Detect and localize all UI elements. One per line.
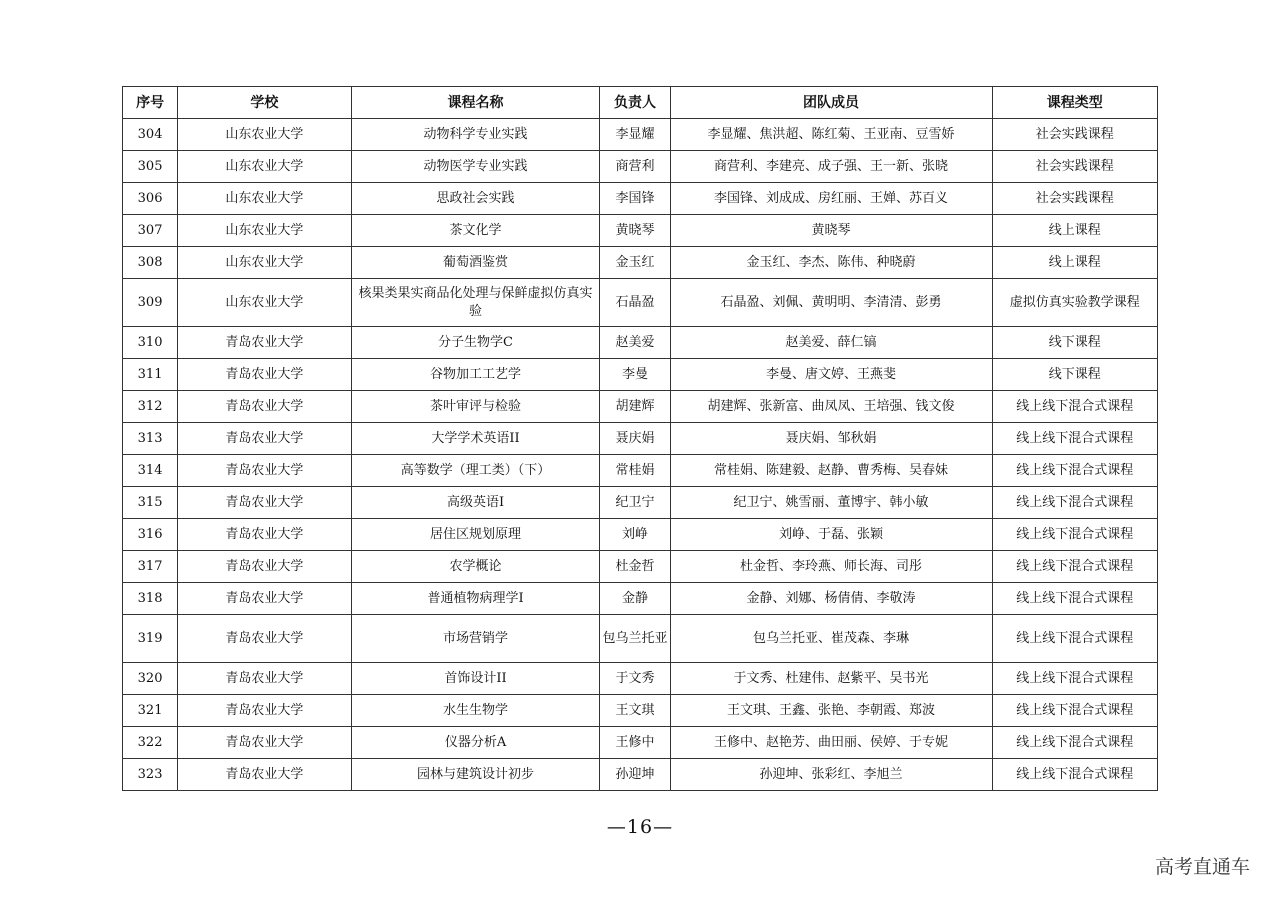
cell-school: 青岛农业大学	[178, 663, 352, 695]
cell-number: 322	[123, 727, 178, 759]
cell-number: 309	[123, 279, 178, 327]
cell-number: 323	[123, 759, 178, 791]
table-row	[123, 663, 1158, 695]
header-course-name: 课程名称	[351, 87, 600, 119]
cell-team-members: 王修中、赵艳芳、曲田丽、侯婷、于专妮	[670, 727, 992, 759]
cell-number: 315	[123, 487, 178, 519]
cell-school: 青岛农业大学	[178, 583, 352, 615]
cell-leader: 孙迎坤	[600, 759, 670, 791]
cell-leader: 包乌兰托亚	[600, 615, 670, 663]
cell-course-name: 核果类果实商品化处理与保鲜虚拟仿真实验	[351, 279, 600, 327]
cell-course-type: 线上线下混合式课程	[992, 695, 1158, 727]
cell-number: 320	[123, 663, 178, 695]
cell-team-members: 石晶盈、刘佩、黄明明、李清清、彭勇	[670, 279, 992, 327]
cell-course-type: 线上线下混合式课程	[992, 759, 1158, 791]
table-header-row	[123, 87, 1158, 119]
cell-course-name: 高等数学（理工类）（下）	[351, 455, 600, 487]
cell-leader: 杜金哲	[600, 551, 670, 583]
cell-course-type: 线上线下混合式课程	[992, 551, 1158, 583]
cell-school: 山东农业大学	[178, 183, 352, 215]
cell-course-name: 居住区规划原理	[351, 519, 600, 551]
table-row	[123, 423, 1158, 455]
cell-leader: 赵美爱	[600, 327, 670, 359]
cell-number: 307	[123, 215, 178, 247]
cell-school: 青岛农业大学	[178, 695, 352, 727]
cell-number: 312	[123, 391, 178, 423]
cell-course-type: 线上线下混合式课程	[992, 583, 1158, 615]
cell-team-members: 聂庆娟、邹秋娟	[670, 423, 992, 455]
cell-team-members: 李显耀、焦洪超、陈红菊、王亚南、豆雪娇	[670, 119, 992, 151]
table-row	[123, 551, 1158, 583]
cell-team-members: 李国锋、刘成成、房红丽、王婵、苏百义	[670, 183, 992, 215]
cell-course-name: 市场营销学	[351, 615, 600, 663]
cell-course-type: 线上线下混合式课程	[992, 423, 1158, 455]
cell-course-type: 社会实践课程	[992, 151, 1158, 183]
table-row	[123, 119, 1158, 151]
cell-course-name: 水生生物学	[351, 695, 600, 727]
cell-leader: 黄晓琴	[600, 215, 670, 247]
cell-school: 青岛农业大学	[178, 359, 352, 391]
table-row	[123, 583, 1158, 615]
table-row	[123, 615, 1158, 663]
cell-school: 青岛农业大学	[178, 327, 352, 359]
cell-number: 311	[123, 359, 178, 391]
header-course-type: 课程类型	[992, 87, 1158, 119]
cell-school: 山东农业大学	[178, 247, 352, 279]
cell-leader: 胡建辉	[600, 391, 670, 423]
table-row	[123, 487, 1158, 519]
cell-team-members: 金静、刘娜、杨倩倩、李敬涛	[670, 583, 992, 615]
cell-leader: 聂庆娟	[600, 423, 670, 455]
cell-number: 304	[123, 119, 178, 151]
cell-course-type: 社会实践课程	[992, 119, 1158, 151]
table-row	[123, 327, 1158, 359]
header-school: 学校	[178, 87, 352, 119]
table-row	[123, 151, 1158, 183]
cell-number: 314	[123, 455, 178, 487]
cell-team-members: 商营利、李建亮、成子强、王一新、张晓	[670, 151, 992, 183]
cell-team-members: 孙迎坤、张彩红、李旭兰	[670, 759, 992, 791]
cell-school: 青岛农业大学	[178, 455, 352, 487]
cell-number: 319	[123, 615, 178, 663]
cell-team-members: 刘峥、于磊、张颖	[670, 519, 992, 551]
cell-course-type: 线上课程	[992, 215, 1158, 247]
header-team-members: 团队成员	[670, 87, 992, 119]
table-row	[123, 727, 1158, 759]
cell-leader: 王修中	[600, 727, 670, 759]
cell-leader: 李显耀	[600, 119, 670, 151]
cell-number: 316	[123, 519, 178, 551]
cell-course-name: 首饰设计II	[351, 663, 600, 695]
cell-course-name: 普通植物病理学I	[351, 583, 600, 615]
cell-course-name: 高级英语I	[351, 487, 600, 519]
cell-number: 321	[123, 695, 178, 727]
cell-team-members: 赵美爱、薛仁镐	[670, 327, 992, 359]
cell-course-name: 谷物加工工艺学	[351, 359, 600, 391]
cell-number: 313	[123, 423, 178, 455]
cell-leader: 金玉红	[600, 247, 670, 279]
cell-leader: 李国锋	[600, 183, 670, 215]
table-row	[123, 183, 1158, 215]
header-number: 序号	[123, 87, 178, 119]
cell-school: 山东农业大学	[178, 119, 352, 151]
cell-course-name: 动物科学专业实践	[351, 119, 600, 151]
cell-team-members: 纪卫宁、姚雪丽、董博宇、韩小敏	[670, 487, 992, 519]
cell-number: 310	[123, 327, 178, 359]
table-body	[123, 119, 1158, 791]
cell-number: 318	[123, 583, 178, 615]
cell-leader: 常桂娟	[600, 455, 670, 487]
cell-leader: 金静	[600, 583, 670, 615]
table-row	[123, 519, 1158, 551]
cell-course-name: 仪器分析A	[351, 727, 600, 759]
watermark: 高考直通车	[1154, 856, 1250, 878]
cell-school: 山东农业大学	[178, 151, 352, 183]
cell-leader: 商营利	[600, 151, 670, 183]
table-row	[123, 759, 1158, 791]
cell-school: 青岛农业大学	[178, 615, 352, 663]
table-row	[123, 215, 1158, 247]
cell-school: 青岛农业大学	[178, 423, 352, 455]
cell-leader: 李曼	[600, 359, 670, 391]
cell-course-type: 线上线下混合式课程	[992, 615, 1158, 663]
cell-team-members: 金玉红、李杰、陈伟、种晓蔚	[670, 247, 992, 279]
cell-course-type: 社会实践课程	[992, 183, 1158, 215]
cell-number: 306	[123, 183, 178, 215]
cell-course-name: 葡萄酒鉴赏	[351, 247, 600, 279]
cell-leader: 石晶盈	[600, 279, 670, 327]
cell-team-members: 于文秀、杜建伟、赵紫平、吴书光	[670, 663, 992, 695]
course-table	[122, 86, 1158, 791]
cell-course-name: 分子生物学C	[351, 327, 600, 359]
cell-school: 山东农业大学	[178, 279, 352, 327]
cell-course-name: 思政社会实践	[351, 183, 600, 215]
header-leader: 负责人	[600, 87, 670, 119]
cell-team-members: 杜金哲、李玲燕、师长海、司彤	[670, 551, 992, 583]
cell-leader: 于文秀	[600, 663, 670, 695]
cell-number: 308	[123, 247, 178, 279]
cell-team-members: 常桂娟、陈建毅、赵静、曹秀梅、吴春妹	[670, 455, 992, 487]
cell-school: 青岛农业大学	[178, 759, 352, 791]
cell-team-members: 李曼、唐文婷、王燕斐	[670, 359, 992, 391]
cell-team-members: 王文琪、王鑫、张艳、李朝霞、郑波	[670, 695, 992, 727]
cell-course-type: 线上课程	[992, 247, 1158, 279]
cell-course-name: 茶文化学	[351, 215, 600, 247]
cell-course-type: 线下课程	[992, 327, 1158, 359]
cell-course-name: 动物医学专业实践	[351, 151, 600, 183]
cell-course-type: 线上线下混合式课程	[992, 663, 1158, 695]
cell-course-type: 线上线下混合式课程	[992, 487, 1158, 519]
cell-school: 青岛农业大学	[178, 551, 352, 583]
cell-team-members: 包乌兰托亚、崔茂森、李琳	[670, 615, 992, 663]
cell-course-name: 茶叶审评与检验	[351, 391, 600, 423]
cell-course-type: 线上线下混合式课程	[992, 391, 1158, 423]
table-row	[123, 695, 1158, 727]
table-row	[123, 455, 1158, 487]
cell-leader: 刘峥	[600, 519, 670, 551]
cell-school: 山东农业大学	[178, 215, 352, 247]
cell-team-members: 黄晓琴	[670, 215, 992, 247]
cell-course-type: 线上线下混合式课程	[992, 519, 1158, 551]
table-row	[123, 391, 1158, 423]
page-number: —16—	[606, 816, 674, 838]
cell-course-name: 大学学术英语II	[351, 423, 600, 455]
cell-course-type: 线上线下混合式课程	[992, 455, 1158, 487]
cell-school: 青岛农业大学	[178, 391, 352, 423]
cell-course-type: 线下课程	[992, 359, 1158, 391]
cell-school: 青岛农业大学	[178, 487, 352, 519]
table-row	[123, 279, 1158, 327]
table-row	[123, 359, 1158, 391]
cell-course-name: 园林与建筑设计初步	[351, 759, 600, 791]
cell-number: 317	[123, 551, 178, 583]
cell-team-members: 胡建辉、张新富、曲凤凤、王培强、钱文俊	[670, 391, 992, 423]
cell-number: 305	[123, 151, 178, 183]
cell-school: 青岛农业大学	[178, 727, 352, 759]
cell-course-name: 农学概论	[351, 551, 600, 583]
cell-leader: 王文琪	[600, 695, 670, 727]
cell-leader: 纪卫宁	[600, 487, 670, 519]
cell-course-type: 线上线下混合式课程	[992, 727, 1158, 759]
cell-course-type: 虚拟仿真实验教学课程	[992, 279, 1158, 327]
table-row	[123, 247, 1158, 279]
cell-school: 青岛农业大学	[178, 519, 352, 551]
